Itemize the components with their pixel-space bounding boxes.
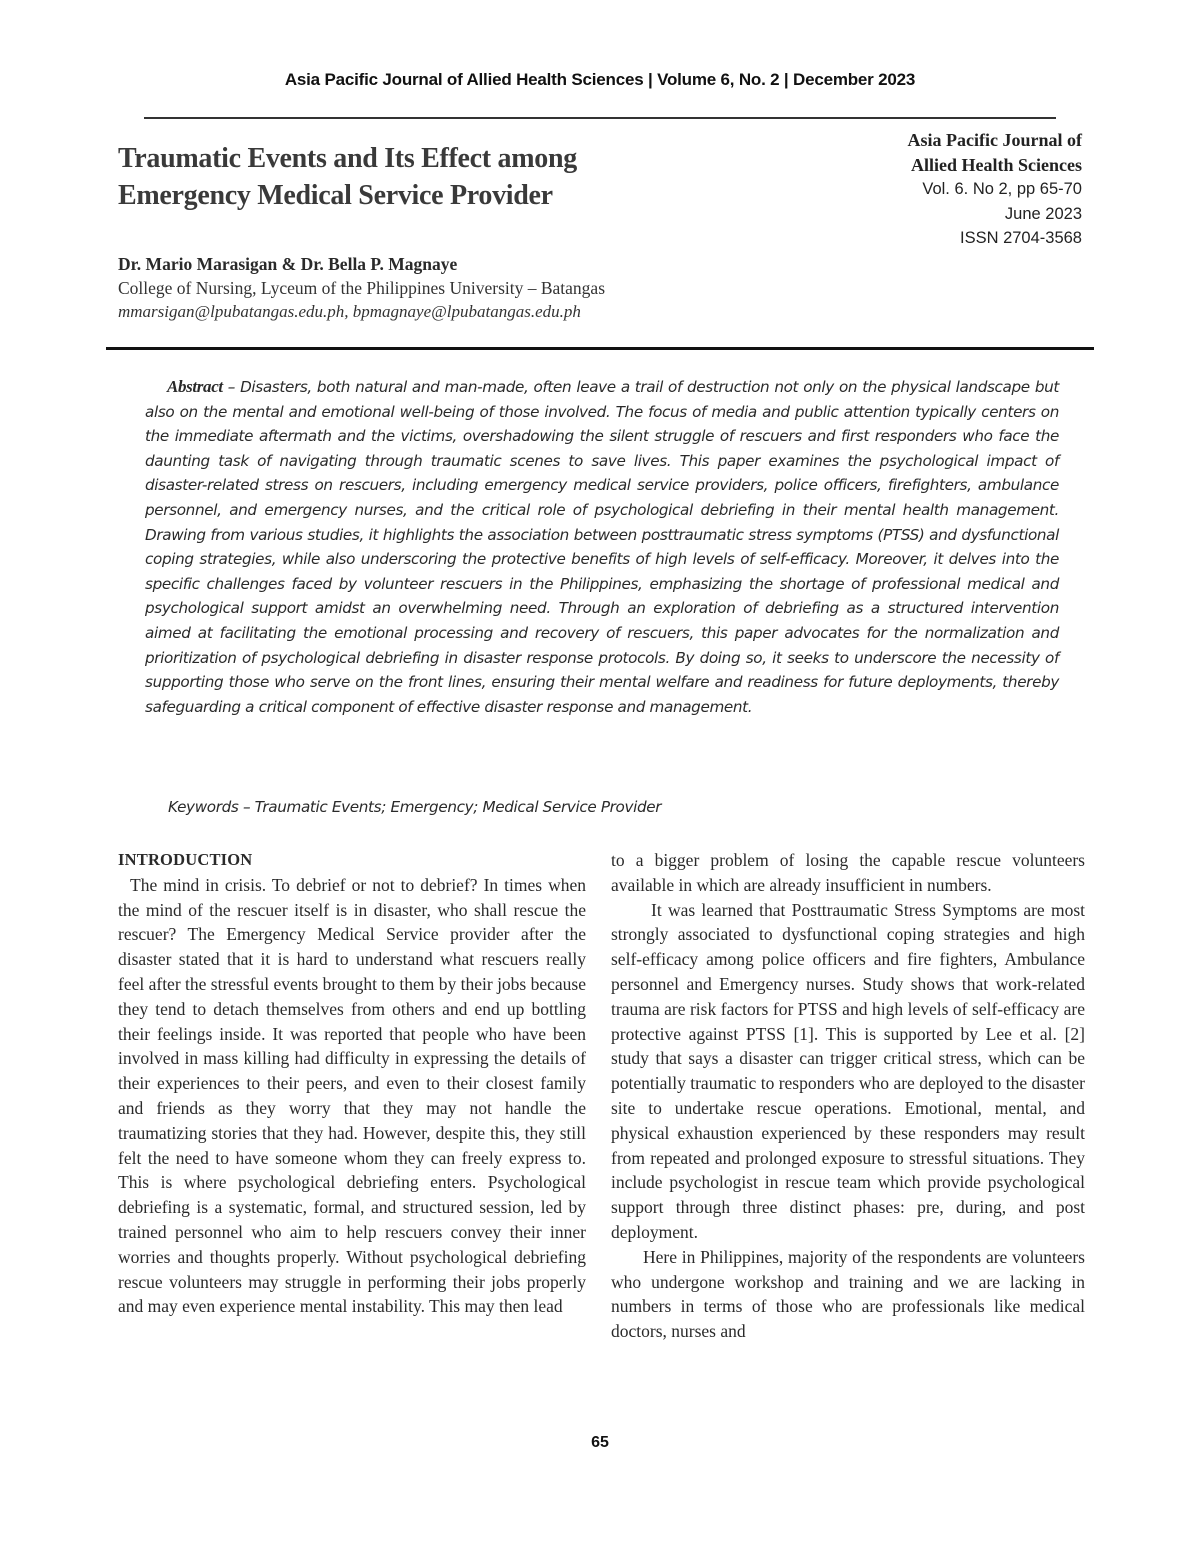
journal-date: June 2023 [1004,204,1082,223]
keywords: Keywords – Traumatic Events; Emergency; Medical Service Provider [168,798,662,816]
page-number: 65 [591,1434,609,1451]
authors: Dr. Mario Marasigan & Dr. Bella P. Magnaye [118,254,458,274]
paragraph: It was learned that Posttraumatic Stress Symptoms are most strongly associated to dysfunctional coping strategies and high self-efficacy among police officers and fire fighters, Ambulance personnel and Emergency nurses. Study shows that work-related trauma are risk factors for PTSS and high levels of self-efficacy are protective against PTSS [1]. This is supported by Lee et al. [2] study that says a disaster can trigger critical stress, which can be potentially traumatic to responders who are deployed to the disaster site to undertake rescue operations. Emotional, mental, and physical exhaustion experienced by these responders may result from repeated and prolonged exposure to stressful situations. They include psychologist in rescue team which provide psychological support through three distinct phases: pre, during, and post deployment. [611,899,1085,1242]
journal-volume: Vol. 6. No 2, pp 65-70 [922,180,1082,198]
header-divider [144,117,1056,119]
article-title-line-2: Emergency Medical Service Provider [118,180,553,211]
journal-name-line-2: Allied Health Sciences [911,154,1082,175]
body-column-left [118,848,586,1319]
title-block-divider [106,347,1094,350]
affiliation: College of Nursing, Lyceum of the Philippines University – Batangas [118,278,606,298]
paragraph: The mind in crisis. To debrief or not to debrief? In times when the mind of the rescuer itself is in disaster, who shall rescue the rescuer? The Emergency Medical Service provider after the disaster stated that it is hard to understand what rescuers really feel after the stressful events brought to them by their jobs because they tend to detach themselves from others and end up bottling their feelings inside. It was reported that people who have been involved in mass killing had difficulty in expressing the details of their experiences to their peers, and even to their closest family and friends as they worry that they may not handle the traumatizing stories that they had. However, despite this, they still felt the need to have someone whom they can freely express to. This is where psychological debriefing enters. Psychological debriefing is a systematic, formal, and structured session, led by trained personnel who aim to help rescuers convey their inner worries and thoughts properly. Without psychological debriefing rescue volunteers may struggle in performing their jobs properly and may even experience mental instability. This may then lead [118,874,586,1317]
running-header: Asia Pacific Journal of Allied Health Sciences | Volume 6, No. 2 | December 2023 [284,70,916,89]
paragraph: to a bigger problem of losing the capable rescue volunteers available in which are already insufficient in numbers. [611,850,1085,895]
article-title [118,140,758,214]
author-emails: mmarsigan@lpubatangas.edu.ph, bpmagnaye@lpubatangas.edu.ph [118,302,581,321]
body-column-right [611,848,1085,1344]
abstract [145,375,1059,719]
paragraph: Here in Philippines, majority of the respondents are volunteers who undergone workshop and training and we are lacking in numbers in terms of those who are professionals like medical doctors, nurses and [611,1246,1085,1342]
article-title-line-1: Traumatic Events and Its Effect among [118,143,577,174]
journal-name-line-1: Asia Pacific Journal of [907,130,1082,150]
abstract-text: – Disasters, both natural and man-made, often leave a trail of destruction not only on the physical landscape but also on the mental and emotional well-being of those involved. The focus of media and public attention typically centers on the immediate aftermath and the victims, overshadowing the silent struggle of rescuers and first responders who face the daunting task of navigating through traumatic scenes to save lives. This paper examines the psychological impact of disaster-related stress on rescuers, including emergency medical service providers, police officers, firefighters, ambulance personnel, and emergency nurses, and the critical role of psychological debriefing in their mental health management. Drawing from various studies, it highlights the association between posttraumatic stress symptoms (PTSS) and dysfunctional coping strategies, while also underscoring the protective benefits of high levels of self-efficacy. Moreover, it delves into the specific challenges faced by volunteer rescuers in the Philippines, emphasizing the shortage of professional medical and psychological support amidst an overwhelming need. Through an exploration of debriefing as a structured intervention aimed at facilitating the emotional processing and recovery of rescuers, this paper advocates for the normalization and prioritization of psychological debriefing in disaster response protocols. By doing so, it seeks to underscore the necessity of supporting those who serve on the front lines, ensuring their mental welfare and readiness for future deployments, thereby safeguarding a critical component of effective disaster response and management. [145,378,1059,716]
abstract-label: Abstract [167,377,223,396]
section-heading-introduction: INTRODUCTION [118,850,253,869]
journal-info-box [782,128,1082,251]
journal-issn: ISSN 2704-3568 [959,229,1082,247]
